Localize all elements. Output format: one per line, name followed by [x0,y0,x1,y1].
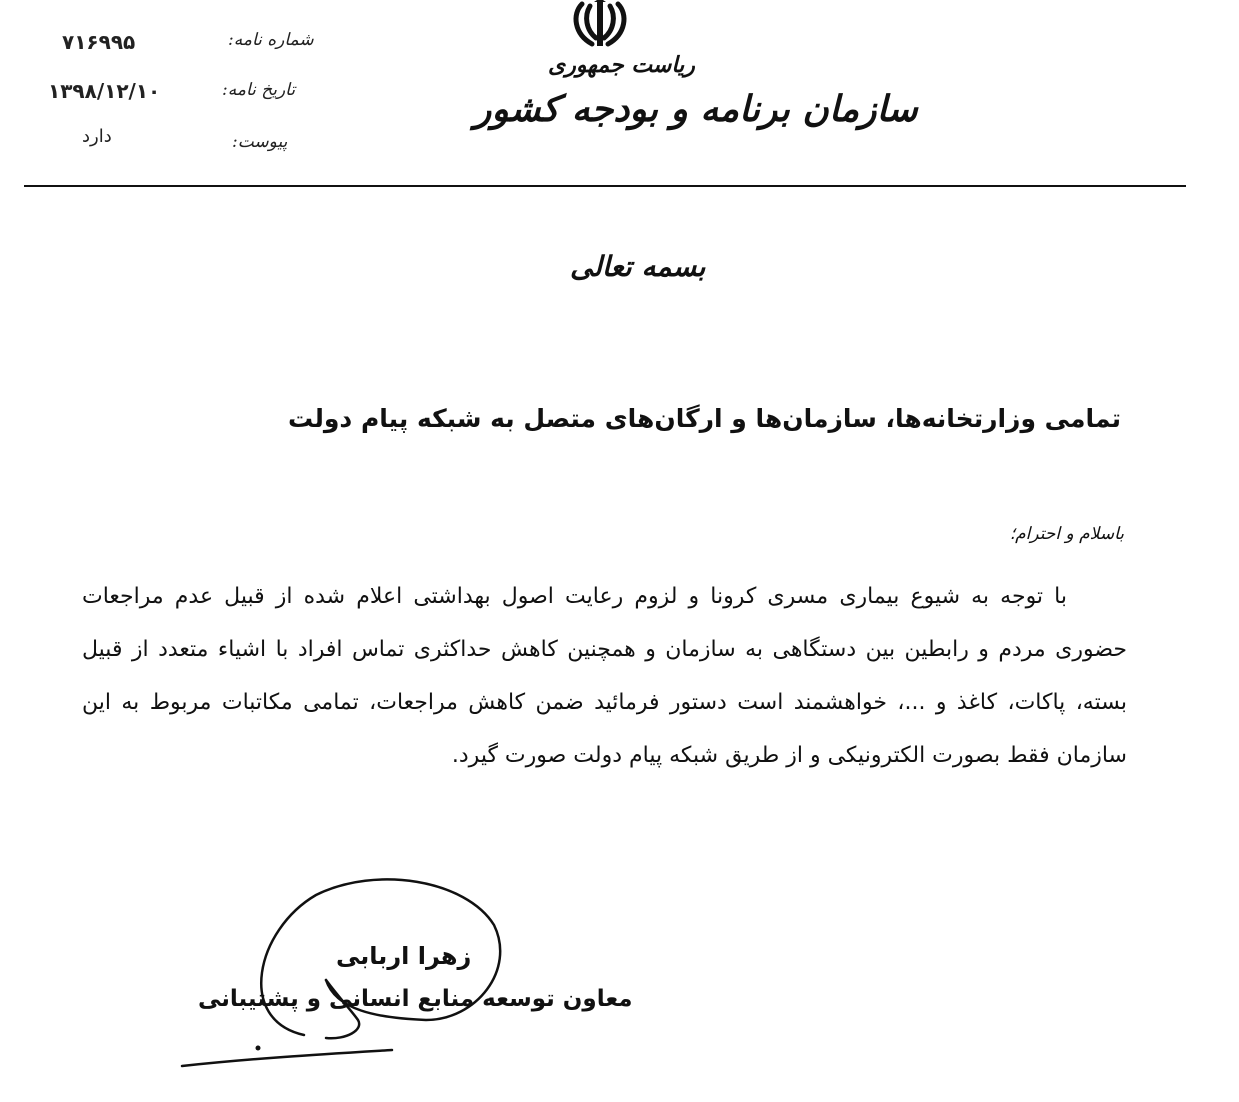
letter-date-label: تاریخ نامه: [222,80,296,100]
letter-number-value: ۷۱۶۹۹۵ [62,30,136,54]
org-subtitle: ریاست جمهوری [548,52,695,78]
attachment-label: پیوست: [232,132,288,152]
greeting: باسلام و احترام؛ [1009,524,1124,544]
org-title: سازمان برنامه و بودجه کشور [474,88,918,130]
letter-body: با توجه به شیوع بیماری مسری کرونا و لزوم رعایت اصول بهداشتی اعلام شده از قبیل عدم مراجعات حضوری مردم و رابطین بین دستگاهی به سازمان و همچنین کاهش حداکثری تماس افراد با اشیاء متعدد از قبیل بسته، پاکات، کاغذ و ...، خواهشمند است دستور فرمائید ضمن کاهش مراجعات، تمامی مکاتبات مربوط به این سازمان فقط بصورت الکترونیکی و از طریق شبکه پیام دولت صورت گیرد. [82,584,1127,768]
signer-name: زهرا اربابی [336,942,472,970]
signature-stroke-icon [176,870,506,1080]
signer-title: معاون توسعه منابع انسانی و پشتیبانی [198,986,633,1012]
letter-number-label: شماره نامه: [228,30,314,50]
iran-emblem-icon [568,0,632,50]
recipient: تمامی وزارتخانه‌ها، سازمان‌ها و ارگان‌های متصل به شبکه پیام دولت [288,404,1121,433]
attachment-value: دارد [82,126,112,147]
header-divider [24,185,1186,187]
letter-date-value: ۱۳۹۸/۱۲/۱۰ [48,79,161,103]
bismillah: بسمه تعالی [570,250,706,283]
